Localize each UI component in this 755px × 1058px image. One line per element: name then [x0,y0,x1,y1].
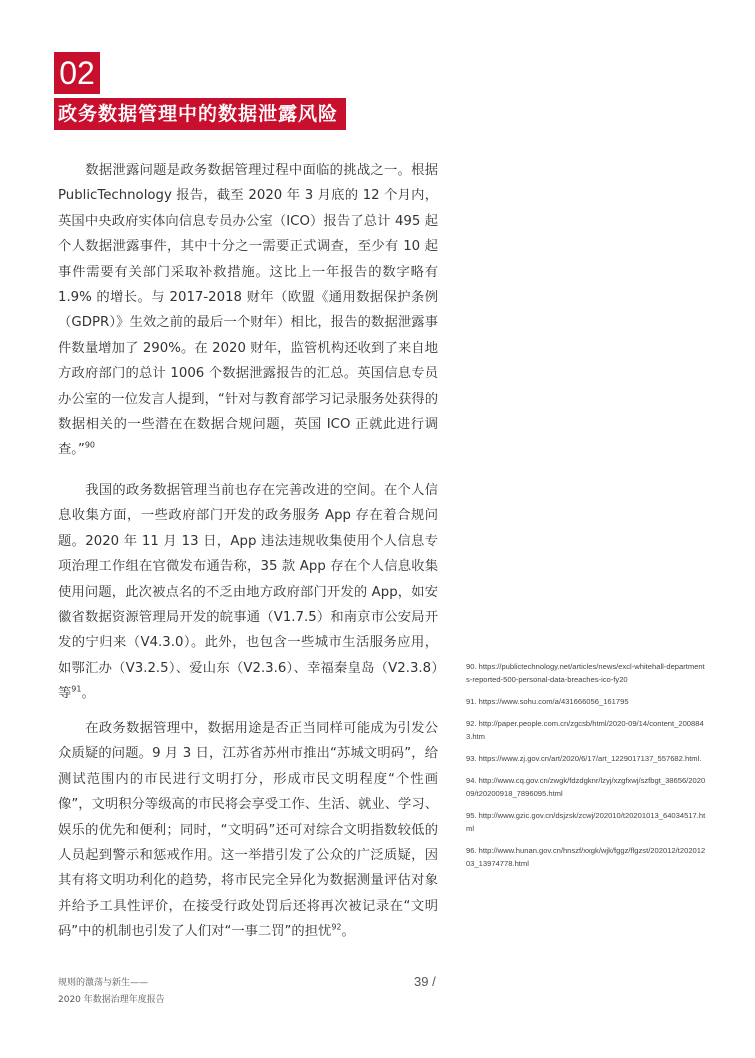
footnote-90: 90. https://publictechnology.net/articles/news/excl-whitehall-departments-reported-500-personal-data-breaches-ico-fy20 [466,662,705,684]
footnote-93: 93. https://www.zj.gov.cn/art/2020/6/17/art_1229017137_557682.html. [466,754,702,763]
chapter-title: 政务数据管理中的数据泄露风险 [54,98,346,130]
footer-report-title: 规则的激荡与新生—— [58,978,149,988]
paragraph-2 [58,478,438,707]
paragraph-1 [58,158,438,463]
footnote-ref-90: 90 [84,441,96,451]
footnote-95: 95. http://www.gzic.gov.cn/dsjzsk/zcwj/202010/t20201013_64034517.html [466,811,706,833]
paragraph-3-text: 在政务数据管理中，数据用途是否正当同样可能成为引发公众质疑的问题。9 月 3 日，江苏省苏州市推出“苏城文明码”，给测试范围内的市民进行文明打分，形成市民文明程度“个性画像”，文明积分等级高的市民将会享受工作、生活、就业、学习、娱乐的优先和便利；同时，“文明码”还可对综合文明指数较低的人员起到警示和惩戒作用。这一举措引发了公众的广泛质疑，因其有将文明功利化的趋势，将市民完全异化为数据测量评估对象并给予工具性评价，在接受行政处罚后还将再次被记录在“文明码”中的机制也引发了人们对“一事二罚”的担忧 [58,721,438,940]
footer-report-subtitle: 2020 年数据治理年度报告 [58,995,165,1005]
footnote-96: 96. http://www.hunan.gov.cn/hnszf/xxgk/wjk/fggz/flgzst/202012/t20201203_13974778.html [466,846,706,868]
footnote-ref-91: 91 [71,684,82,694]
page-number: 39 / [414,974,436,989]
chapter-number: 02 [54,52,100,94]
footnote-ref-92: 92 [331,922,342,932]
paragraph-3 [58,716,438,945]
paragraph-1-text: 数据泄露问题是政务数据管理过程中面临的挑战之一。根据 PublicTechnology 报告，截至 2020 年 3 月底的 12 个月内，英国中央政府实体向信息专员办公室（ICO）报告了总计 495 起个人数据泄露事件，其中十分之一需要正式调查，至少有 10 起事件需要有关部门采取补救措施。这比上一年报告的数字略有 1.9% 的增长。与 2017-2018 财年（欧盟《通用数据保护条例（GDPR）》生效之前的最后一个财年）相比，报告的数据泄露事件数量增加了 290%。在 2020 财年，监管机构还收到了来自地方政府部门的总计 1006 个数据泄露报告的汇总。英国信息专员办公室的一位发言人提到，“针对与教育部学习记录服务处获得的数据相关的一些潜在在数据合规问题，英国 ICO 正就此进行调查。” [58,163,438,458]
paragraph-2-text: 我国的政务数据管理当前也存在完善改进的空间。在个人信息收集方面，一些政府部门开发的政务服务 App 存在着合规问题。2020 年 11 月 13 日，App 违法违规收集使用个人信息专项治理工作组在官微发布通告称，35 款 App 存在个人信息收集使用问题，此次被点名的不乏由地方政府部门开发的 App，如安徽省数据资源管理局开发的皖事通（V1.7.5）和南京市公安局开发的宁归来（V4.3.0）。此外，也包含一些城市生活服务应用，如鄂汇办（V3.2.5）、爱山东（V2.3.6）、幸福秦皇岛（V2.3.8）等 [58,483,438,702]
paragraph-2-end: 。 [81,686,95,702]
paragraph-3-end: 。 [341,924,355,940]
footnotes [466,660,706,879]
footnote-92: 92. http://paper.people.com.cn/zgcsb/html/2020-09/14/content_2008843.htm [466,719,704,741]
footnote-94: 94. http://www.cq.gov.cn/zwgk/fdzdgknr/lzyj/xzgfxwj/szfbgt_38656/202009/t20200918_7896095.html [466,776,706,798]
footnote-91: 91. https://www.sohu.com/a/431666056_161795 [466,697,629,706]
